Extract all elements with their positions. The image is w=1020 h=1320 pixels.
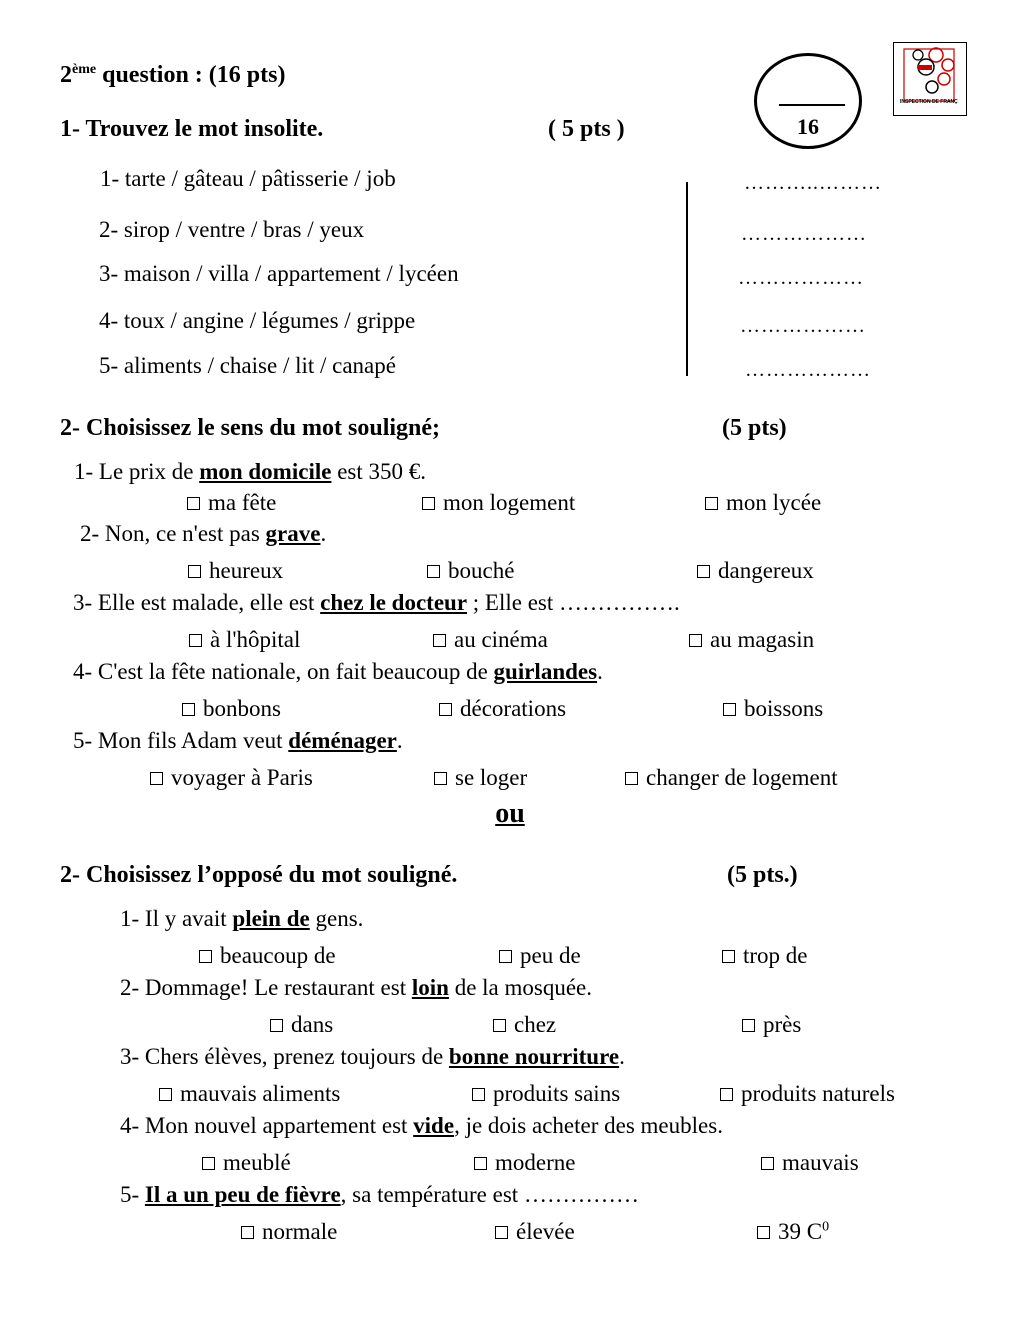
s2-q1-option-2[interactable]: mon logement xyxy=(422,490,575,516)
s2-q1-option-3[interactable]: mon lycée xyxy=(705,490,821,516)
answer-divider xyxy=(686,182,688,376)
s3-q4-option-3[interactable]: mauvais xyxy=(761,1150,859,1176)
s2-question-3: 3- Elle est malade, elle est chez le docteur ; Elle est ……………. xyxy=(73,590,680,615)
s3-question-5: 5- Il a un peu de fièvre, sa température est …………… xyxy=(120,1182,639,1207)
s1-item-4: 4- toux / angine / légumes / grippe xyxy=(99,308,416,333)
checkbox[interactable] xyxy=(159,1088,172,1101)
s1-item-2: 2- sirop / ventre / bras / yeux xyxy=(99,217,365,242)
s2-q4-option-3[interactable]: boissons xyxy=(723,696,823,722)
s1-answer-5[interactable]: ……………… xyxy=(745,359,871,381)
s2-q5-option-3[interactable]: changer de logement xyxy=(625,765,838,791)
s3-q5-option-3[interactable]: 39 $C^0$ xyxy=(757,1219,829,1245)
checkbox[interactable] xyxy=(761,1157,774,1170)
score-total: 16 xyxy=(797,114,819,139)
checkbox[interactable] xyxy=(689,634,702,647)
s2-question-2: 2- Non, ce n'est pas grave. xyxy=(80,521,327,546)
s3-q3-option-3[interactable]: produits naturels xyxy=(720,1081,895,1107)
s3-q5-option-1[interactable]: normale xyxy=(241,1219,337,1245)
checkbox[interactable] xyxy=(757,1226,770,1239)
checkbox[interactable] xyxy=(705,497,718,510)
s1-answer-2[interactable]: ……………… xyxy=(741,223,867,245)
checkbox[interactable] xyxy=(270,1019,283,1032)
score-circle xyxy=(754,53,862,149)
s3-q2-option-1[interactable]: dans xyxy=(270,1012,333,1038)
s3-q3-option-2[interactable]: produits sains xyxy=(472,1081,620,1107)
checkbox[interactable] xyxy=(427,565,440,578)
s3-q4-option-1[interactable]: meublé xyxy=(202,1150,291,1176)
s1-answer-1[interactable]: ………..……… xyxy=(744,172,882,194)
s3-question-3: 3- Chers élèves, prenez toujours de bonne nourriture. xyxy=(120,1044,625,1069)
checkbox[interactable] xyxy=(499,950,512,963)
s2-q5-option-2[interactable]: se loger xyxy=(434,765,527,791)
s2-q3-option-2[interactable]: au cinéma xyxy=(433,627,548,653)
checkbox[interactable] xyxy=(188,565,201,578)
s3-q5-option-2[interactable]: élevée xyxy=(495,1219,575,1245)
checkbox[interactable] xyxy=(720,1088,733,1101)
checkbox[interactable] xyxy=(182,703,195,716)
s2-q5-option-1[interactable]: voyager à Paris xyxy=(150,765,313,791)
s2-q1-option-1[interactable]: ma fête xyxy=(187,490,276,516)
checkbox[interactable] xyxy=(189,634,202,647)
question-heading: 2ème question : (16 pts) xyxy=(60,62,286,88)
s2-q3-option-3[interactable]: au magasin xyxy=(689,627,814,653)
s1-item-3: 3- maison / villa / appartement / lycéen xyxy=(99,261,459,286)
checkbox[interactable] xyxy=(439,703,452,716)
s1-item-5: 5- aliments / chaise / lit / canapé xyxy=(99,353,396,378)
s3-q3-option-1[interactable]: mauvais aliments xyxy=(159,1081,340,1107)
or-separator: ou xyxy=(495,798,525,829)
checkbox[interactable] xyxy=(187,497,200,510)
checkbox[interactable] xyxy=(625,772,638,785)
checkbox[interactable] xyxy=(472,1088,485,1101)
degree-superscript: 0 xyxy=(822,1219,830,1235)
s3-question-2: 2- Dommage! Le restaurant est loin de la mosquée. xyxy=(120,975,593,1000)
score-line xyxy=(779,104,845,106)
s2-q4-option-1[interactable]: bonbons xyxy=(182,696,281,722)
inspection-logo xyxy=(893,42,967,116)
s3-q1-option-1[interactable]: beaucoup de xyxy=(199,943,336,969)
section2-points: (5 pts) xyxy=(722,415,787,441)
checkbox[interactable] xyxy=(150,772,163,785)
checkbox[interactable] xyxy=(199,950,212,963)
s1-answer-4[interactable]: ……………… xyxy=(740,315,866,337)
s3-q1-option-3[interactable]: trop de xyxy=(722,943,808,969)
s2-q3-option-1[interactable]: à l'hôpital xyxy=(189,627,300,653)
s3-question-4: 4- Mon nouvel appartement est vide, je dois acheter des meubles. xyxy=(120,1113,723,1138)
checkbox[interactable] xyxy=(697,565,710,578)
checkbox[interactable] xyxy=(474,1157,487,1170)
checkbox[interactable] xyxy=(433,634,446,647)
checkbox[interactable] xyxy=(742,1019,755,1032)
checkbox[interactable] xyxy=(493,1019,506,1032)
checkbox[interactable] xyxy=(495,1226,508,1239)
s3-q4-option-2[interactable]: moderne xyxy=(474,1150,575,1176)
s3-question-1: 1- Il y avait plein de gens. xyxy=(120,906,364,931)
checkbox[interactable] xyxy=(202,1157,215,1170)
checkbox[interactable] xyxy=(722,950,735,963)
logo-caption: INSPECTION DE FRANÇ xyxy=(900,99,958,105)
s3-q1-option-2[interactable]: peu de xyxy=(499,943,581,969)
section2-title: 2- Choisissez le sens du mot souligné; xyxy=(60,415,441,441)
s2-q2-option-1[interactable]: heureux xyxy=(188,558,283,584)
section3-points: (5 pts.) xyxy=(727,862,798,888)
s2-question-5: 5- Mon fils Adam veut déménager. xyxy=(73,728,403,753)
section1-title: 1- Trouvez le mot insolite. xyxy=(60,116,324,142)
s1-item-1: 1- tarte / gâteau / pâtisserie / job xyxy=(100,166,396,191)
s2-q2-option-2[interactable]: bouché xyxy=(427,558,514,584)
s1-answer-3[interactable]: ……………… xyxy=(738,267,864,289)
checkbox[interactable] xyxy=(434,772,447,785)
s2-q2-option-3[interactable]: dangereux xyxy=(697,558,814,584)
s2-q4-option-2[interactable]: décorations xyxy=(439,696,566,722)
s2-question-1: 1- Le prix de mon domicile est 350 €. xyxy=(74,459,426,484)
checkbox[interactable] xyxy=(723,703,736,716)
section1-points: ( 5 pts ) xyxy=(548,116,625,142)
s2-question-4: 4- C'est la fête nationale, on fait beaucoup de guirlandes. xyxy=(73,659,603,684)
checkbox[interactable] xyxy=(422,497,435,510)
s3-q2-option-2[interactable]: chez xyxy=(493,1012,556,1038)
s3-q2-option-3[interactable]: près xyxy=(742,1012,801,1038)
section3-title: 2- Choisissez l’opposé du mot souligné. xyxy=(60,862,458,888)
checkbox[interactable] xyxy=(241,1226,254,1239)
